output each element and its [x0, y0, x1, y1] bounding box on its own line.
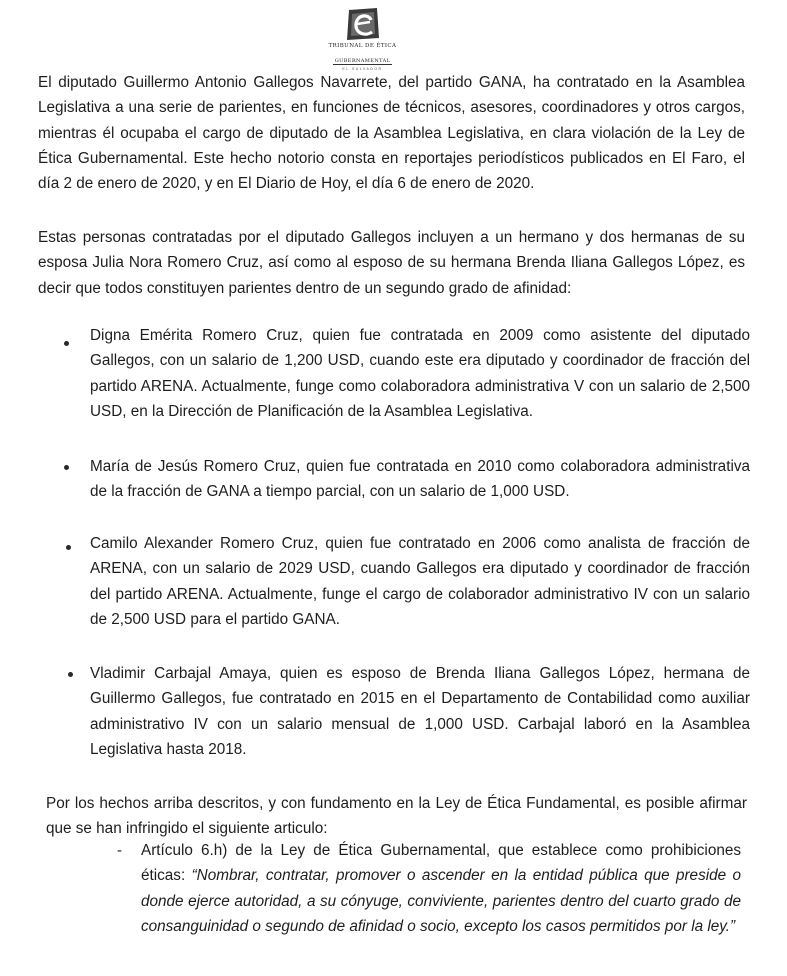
list-item: Camilo Alexander Romero Cruz, quien fue contratado en 2006 como analista de fracción de ARENA, con un salario de 2029 USD, cuando Gallegos era diputado y coordinador de fracción del partido ARENA. Actualmente, funge el cargo de colaborador administrativo IV con un salario de 2,500 USD para el partido GANA. [90, 535, 750, 628]
article-lead: Artículo 6.h) de la Ley de Ética Gubernamental, que establece como prohibiciones éticas: [141, 842, 741, 885]
article-quote: “Nombrar, contratar, promover o ascender en la entidad pública que preside o donde ejerce autoridad, a su cónyuge, conviviente, parientes dentro del cuarto grado de consanguinidad o segundo de afinidad o socio, excepto los casos permitidos por la ley.” [141, 867, 741, 935]
tribunal-logo [300, 8, 425, 70]
intro-paragraph: El diputado Guillermo Antonio Gallegos Navarrete, del partido GANA, ha contratado en la Asamblea Legislativa a una serie de parientes, en funciones de técnicos, asesores, coordinadores y otros cargos, mientras él ocupaba el cargo de diputado de la Asamblea Legislativa, en clara violación de la Ley de Ética Gubernamental. Este hecho notorio consta en reportajes periodísticos publicados en El Faro, el día 2 de enero de 2020, y en El Diario de Hoy, el día 6 de enero de 2020. [38, 74, 745, 193]
list-item: Digna Emérita Romero Cruz, quien fue contratada en 2009 como asistente del diputado Gallegos, con un salario de 1,200 USD, cuando este era diputado y coordinador de fracción del partido ARENA. Actualmente, funge como colaboradora administrativa V con un salario de 2,500 USD, en la Dirección de Planificación de la Asamblea Legislativa. [90, 327, 750, 420]
bullet-dot [64, 465, 69, 470]
logo-line-1: TRIBUNAL DE ÉTICA [328, 43, 397, 49]
ethics-tribunal-logo-icon [343, 8, 383, 42]
bullet-dot [66, 545, 71, 550]
article-citation [141, 838, 741, 939]
bullet-dot [68, 672, 73, 677]
conclusion-paragraph: Por los hechos arriba descritos, y con fundamento en la Ley de Ética Fundamental, es posible afirmar que se han infringido el siguiente articulo: [46, 795, 747, 838]
list-item: Vladimir Carbajal Amaya, quien es esposo de Brenda Iliana Gallegos López, hermana de Guillermo Gallegos, fue contratado en 2015 en el Departamento de Contabilidad como auxiliar administrativo IV con un salario mensual de 1,000 USD. Carbajal laboró en la Asamblea Legislativa hasta 2018. [90, 665, 750, 758]
logo-line-3: EL SALVADOR [342, 67, 383, 71]
article-dash: - [117, 842, 122, 859]
logo-line-2: GUBERNAMENTAL [334, 58, 391, 64]
list-item: María de Jesús Romero Cruz, quien fue contratada en 2010 como colaboradora administrativa de la fracción de GANA a tiempo parcial, con un salario de 1,000 USD. [90, 458, 750, 501]
bullet-dot [64, 341, 69, 346]
relatives-paragraph: Estas personas contratadas por el diputado Gallegos incluyen a un hermano y dos hermanas de su esposa Julia Nora Romero Cruz, así como al esposo de su hermana Brenda Iliana Gallegos López, es decir que todos constituyen parientes dentro de un segundo grado de afinidad: [38, 229, 745, 297]
